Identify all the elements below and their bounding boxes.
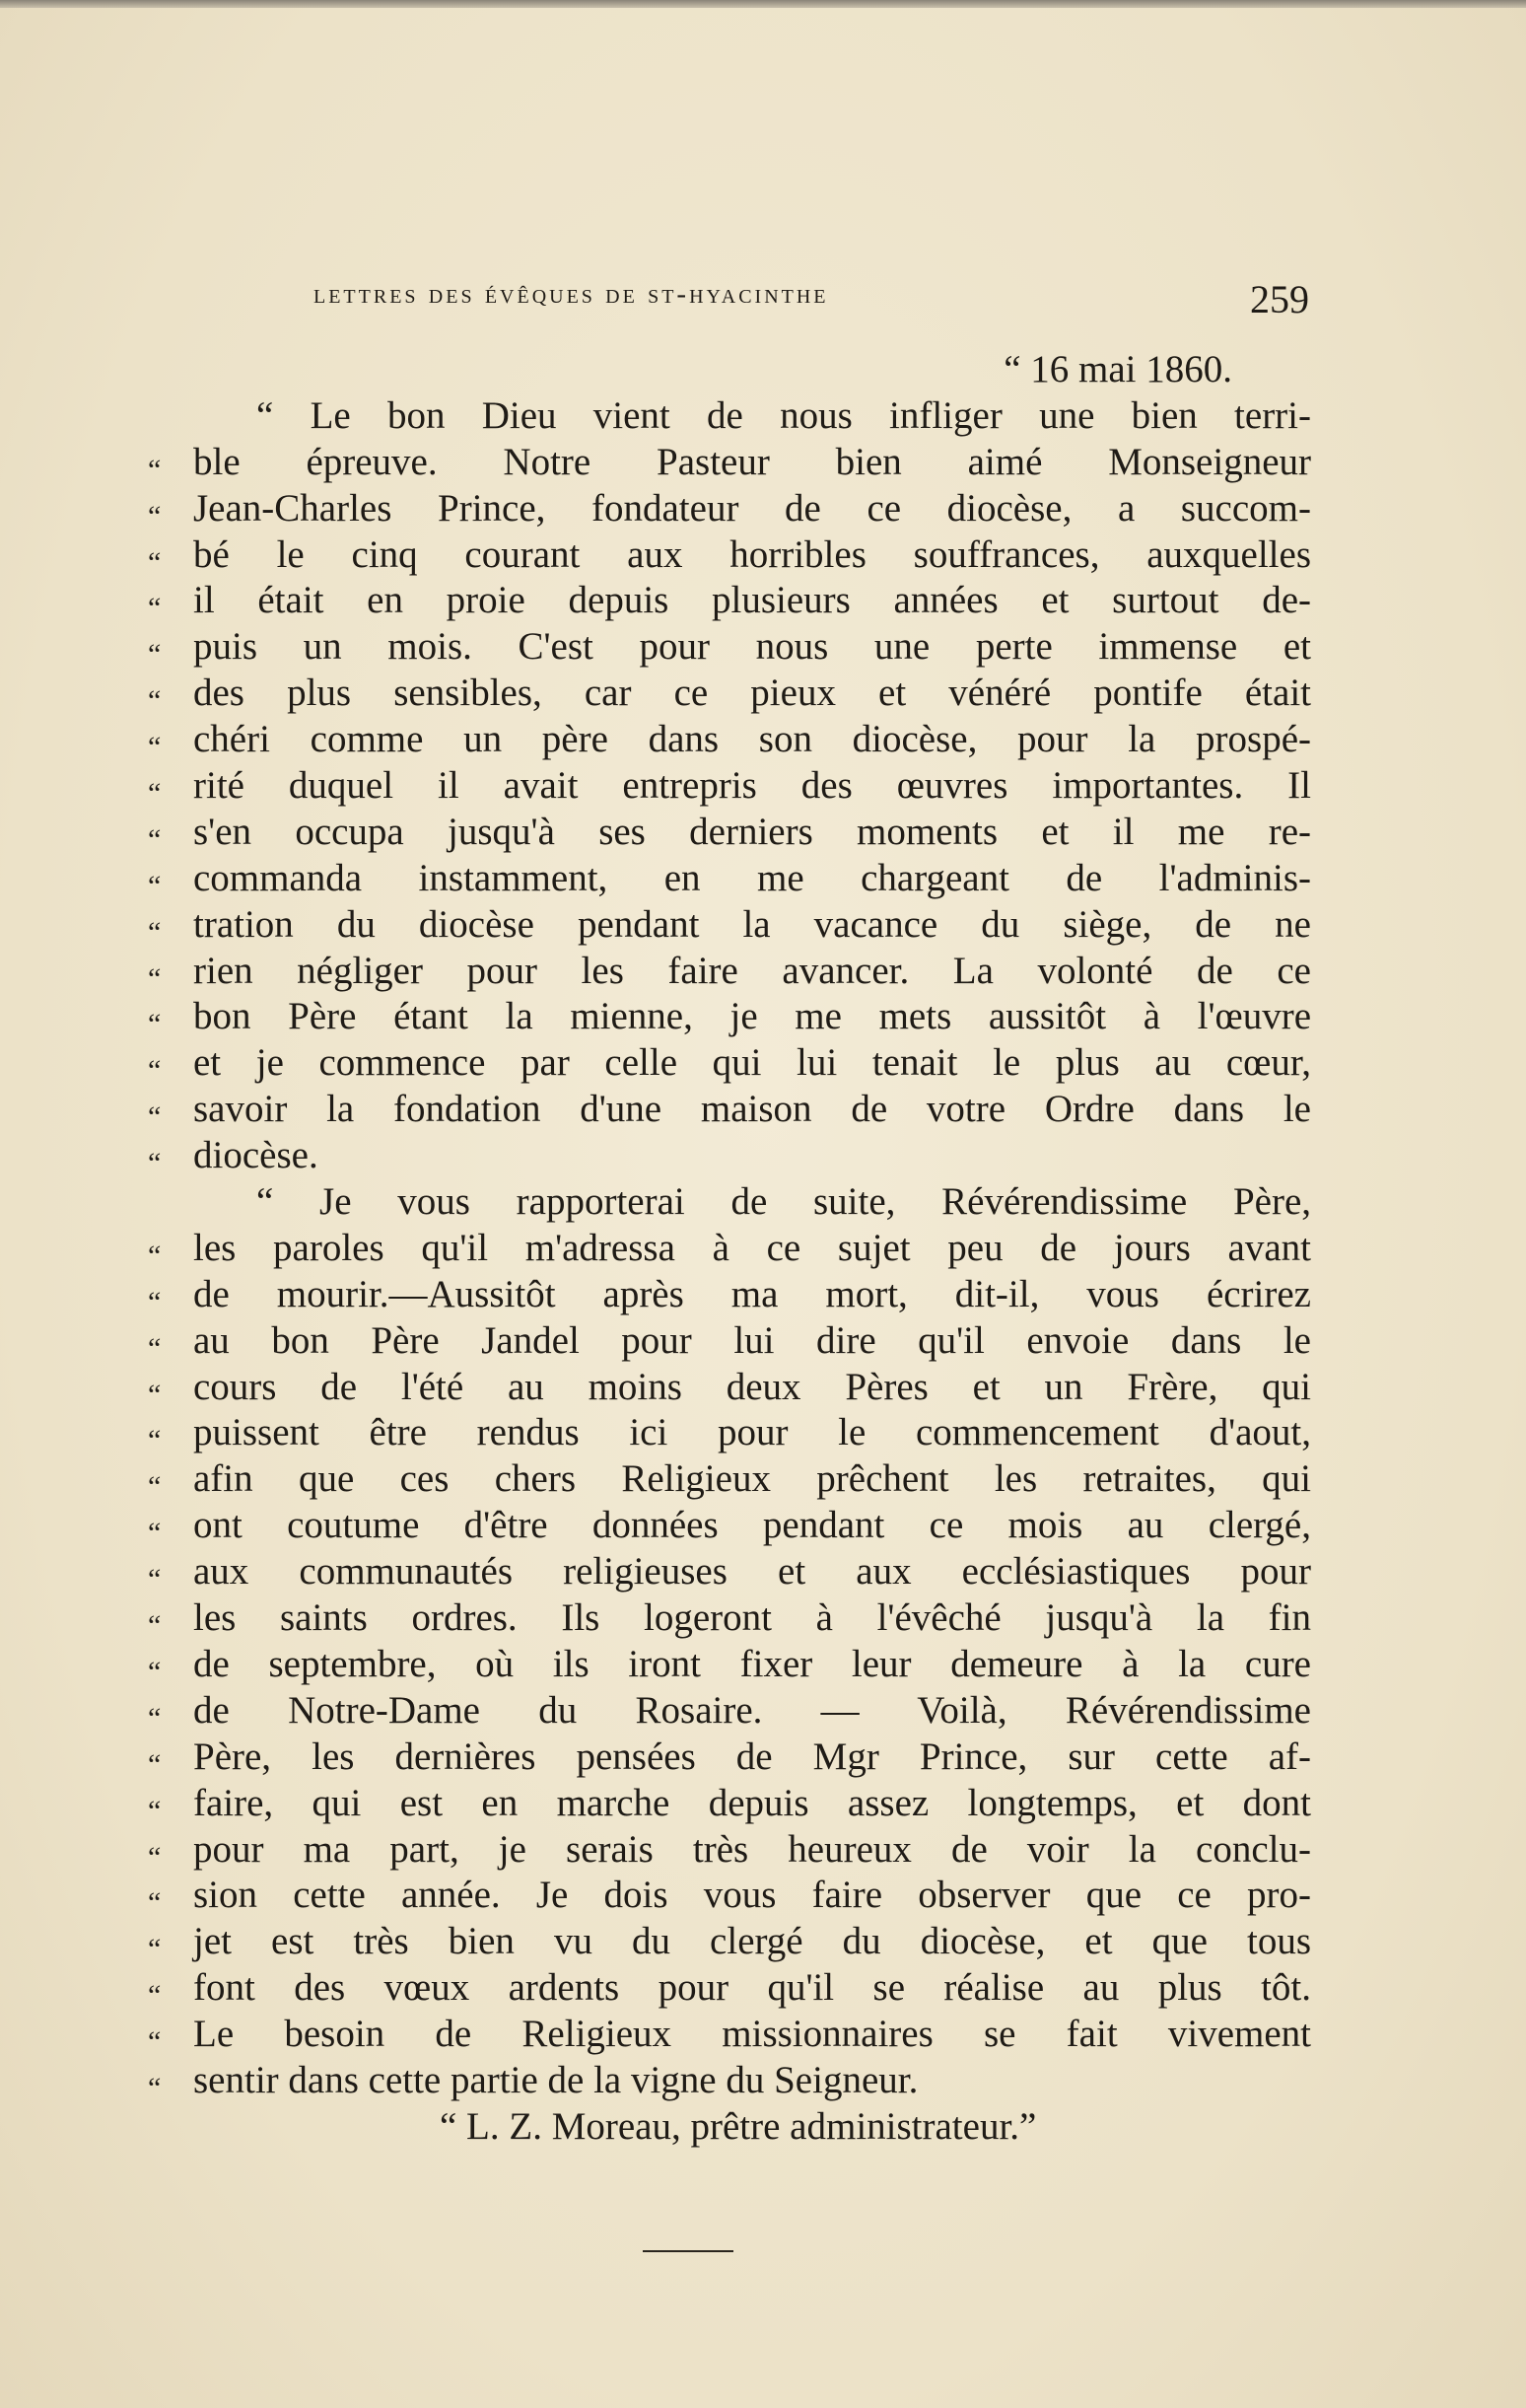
line-text: des plus sensibles, car ce pieux et vénéré pontife était	[193, 672, 1311, 715]
text-line	[148, 1456, 1311, 1503]
signature-text: “ L. Z. Moreau, prêtre administrateur.”	[440, 2104, 1037, 2148]
line-text: rité duquel il avait entrepris des œuvres importantes. Il	[193, 764, 1311, 808]
line-text: afin que ces chers Religieux prêchent les retraites, qui	[193, 1457, 1311, 1501]
letter-text	[148, 347, 1311, 2151]
line-quote-mark: “	[148, 1517, 163, 1550]
line-quote-mark: “	[148, 1655, 163, 1688]
line-text: jet est très bien vu du clergé du diocèse, et que tous	[193, 1920, 1311, 1963]
line-quote-mark: “	[148, 1054, 163, 1088]
text-line	[148, 2058, 1311, 2104]
text-line	[148, 393, 1311, 440]
line-quote-mark: “	[148, 822, 163, 856]
page-number: 259	[1250, 277, 1309, 321]
line-text: sentir dans cette partie de la vigne du Seigneur.	[193, 2058, 919, 2101]
line-text: “ Je vous rapporterai de suite, Révérendissime Père,	[256, 1180, 1311, 1224]
line-quote-mark: “	[148, 684, 163, 718]
line-text: font des vœux ardents pour qu'il se réalise au plus tôt.	[193, 1966, 1311, 2010]
text-line	[148, 1179, 1311, 1226]
text-line	[148, 1365, 1311, 1411]
line-quote-mark: “	[148, 1886, 163, 1920]
line-quote-mark: “	[148, 1147, 163, 1180]
line-text: les saints ordres. Ils logeront à l'évêché jusqu'à la fin	[193, 1596, 1311, 1640]
line-text: de Notre-Dame du Rosaire. — Voilà, Révérendissime	[193, 1688, 1311, 1732]
line-quote-mark: “	[148, 777, 163, 811]
text-line	[148, 1965, 1311, 2012]
line-text: il était en proie depuis plusieurs années et surtout de-	[193, 579, 1311, 622]
line-text: puissent être rendus ici pour le commencement d'aout,	[193, 1411, 1311, 1454]
text-line	[148, 1272, 1311, 1318]
line-quote-mark: “	[148, 2025, 163, 2059]
line-quote-mark: “	[148, 545, 163, 579]
line-quote-mark: “	[148, 1747, 163, 1781]
line-quote-mark: “	[148, 2071, 163, 2104]
line-quote-mark: “	[148, 1331, 163, 1365]
text-line	[148, 1087, 1311, 1133]
text-line	[148, 1735, 1311, 1781]
line-text: de septembre, où ils iront fixer leur demeure à la cure	[193, 1642, 1311, 1685]
line-quote-mark: “	[148, 1378, 163, 1411]
text-line	[148, 1827, 1311, 1874]
line-text: diocèse.	[193, 1134, 318, 1177]
line-quote-mark: “	[148, 1100, 163, 1134]
text-line	[148, 1503, 1311, 1549]
line-text: de mourir.—Aussitôt après ma mort, dit-il, vous écrirez	[193, 1272, 1311, 1315]
closing-rule	[643, 2250, 733, 2252]
line-quote-mark: “	[148, 453, 163, 486]
text-line	[148, 1642, 1311, 1688]
line-text: sion cette année. Je dois vous faire observer que ce pro-	[193, 1874, 1311, 1917]
line-text: Le besoin de Religieux missionnaires se fait vivement	[193, 2013, 1311, 2056]
text-line	[148, 1688, 1311, 1735]
text-line	[148, 949, 1311, 995]
text-line	[148, 1549, 1311, 1595]
line-text: ble épreuve. Notre Pasteur bien aimé Monseigneur	[193, 440, 1311, 483]
line-quote-mark: “	[148, 1239, 163, 1272]
text-line	[148, 1226, 1311, 1272]
letter-date	[148, 347, 1311, 393]
line-quote-mark: “	[148, 1701, 163, 1735]
line-quote-mark: “	[148, 1563, 163, 1596]
running-title: lettres des évêques de st-hyacinthe	[313, 278, 829, 310]
line-quote-mark: “	[148, 869, 163, 902]
page-header	[313, 266, 1309, 325]
line-quote-mark: “	[148, 1470, 163, 1504]
line-text: les paroles qu'il m'adressa à ce sujet peu de jours avant	[193, 1226, 1311, 1269]
text-line	[148, 1595, 1311, 1642]
text-line	[148, 1873, 1311, 1919]
text-line	[148, 1781, 1311, 1827]
line-quote-mark: “	[148, 592, 163, 625]
line-quote-mark: “	[148, 1609, 163, 1643]
line-quote-mark: “	[148, 731, 163, 764]
line-text: puis un mois. C'est pour nous une perte immense et	[193, 625, 1311, 669]
line-text: commanda instamment, en me chargeant de l'adminis-	[193, 856, 1311, 899]
line-quote-mark: “	[148, 915, 163, 949]
line-text: aux communautés religieuses et aux ecclésiastiques pour	[193, 1550, 1311, 1594]
line-text: au bon Père Jandel pour lui dire qu'il envoie dans le	[193, 1318, 1311, 1362]
page-top-edge	[0, 0, 1526, 8]
line-text: savoir la fondation d'une maison de votre Ordre dans le	[193, 1088, 1311, 1131]
text-line	[148, 1410, 1311, 1456]
text-line	[148, 486, 1311, 532]
line-quote-mark: “	[148, 1933, 163, 1966]
text-line	[148, 671, 1311, 717]
line-quote-mark: “	[148, 499, 163, 532]
line-quote-mark: “	[148, 638, 163, 672]
text-line	[148, 810, 1311, 856]
line-text: “ Le bon Dieu vient de nous infliger une bien terri-	[256, 393, 1311, 437]
paragraph-2	[148, 1179, 1311, 2104]
text-line	[148, 2012, 1311, 2058]
line-text: Père, les dernières pensées de Mgr Prince, sur cette af-	[193, 1735, 1311, 1778]
paragraph-1	[148, 393, 1311, 1179]
line-text: tration du diocèse pendant la vacance du siège, de ne	[193, 902, 1311, 946]
line-text: bon Père étant la mienne, je me mets aussitôt à l'œuvre	[193, 995, 1311, 1038]
line-quote-mark: “	[148, 1424, 163, 1457]
line-text: chéri comme un père dans son diocèse, pour la prospé-	[193, 718, 1311, 761]
text-line	[148, 717, 1311, 763]
text-line	[148, 578, 1311, 624]
line-text: pour ma part, je serais très heureux de voir la conclu-	[193, 1827, 1311, 1871]
text-line	[148, 856, 1311, 902]
line-text: cours de l'été au moins deux Pères et un Frère, qui	[193, 1365, 1311, 1408]
line-text: s'en occupa jusqu'à ses derniers moments et il me re-	[193, 810, 1311, 853]
line-quote-mark: “	[148, 1979, 163, 2013]
text-line	[148, 994, 1311, 1040]
line-quote-mark: “	[148, 1285, 163, 1318]
line-text: Jean-Charles Prince, fondateur de ce diocèse, a succom-	[193, 486, 1311, 530]
line-text: rien négliger pour les faire avancer. La volonté de ce	[193, 949, 1311, 992]
text-line	[148, 763, 1311, 810]
text-line	[148, 440, 1311, 486]
line-quote-mark: “	[148, 1794, 163, 1827]
date-text: “ 16 mai 1860.	[1004, 348, 1232, 390]
line-text: faire, qui est en marche depuis assez longtemps, et dont	[193, 1781, 1311, 1824]
line-quote-mark: “	[148, 1840, 163, 1874]
line-quote-mark: “	[148, 1008, 163, 1041]
text-line	[148, 1919, 1311, 1965]
signature-line	[148, 2104, 1311, 2151]
text-line	[148, 1133, 1311, 1179]
line-quote-mark: “	[148, 961, 163, 995]
line-text: bé le cinq courant aux horribles souffrances, auxquelles	[193, 532, 1311, 576]
text-line	[148, 1040, 1311, 1087]
text-line	[148, 1318, 1311, 1365]
line-text: ont coutume d'être données pendant ce mois au clergé,	[193, 1504, 1311, 1547]
text-line	[148, 624, 1311, 671]
text-line	[148, 532, 1311, 579]
text-line	[148, 902, 1311, 949]
line-text: et je commence par celle qui lui tenait le plus au cœur,	[193, 1041, 1311, 1085]
